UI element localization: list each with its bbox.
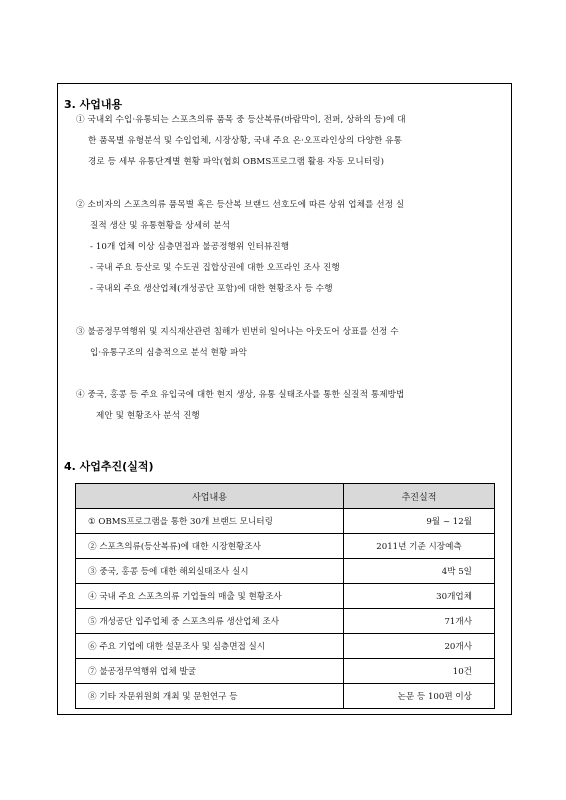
table-cell: ④ 국내 주요 스포츠의류 기업들의 매출 및 현황조사 xyxy=(76,584,344,609)
text-line: 질적 생산 및 유통현황을 상세히 분석 xyxy=(90,221,231,231)
section-3-item-3 xyxy=(76,322,399,364)
results-table xyxy=(75,483,495,709)
section-3-item-1 xyxy=(76,110,406,173)
text-line: 제안 및 현황조사 분석 진행 xyxy=(96,411,200,421)
table-cell: 30개업체 xyxy=(344,584,495,609)
table-cell: 71개사 xyxy=(344,609,495,634)
table-cell: 4박 5일 xyxy=(344,559,495,584)
table-cell: ⑤ 개성공단 입주업체 중 스포츠의류 생산업체 조사 xyxy=(76,609,344,634)
table-cell: 논문 등 100편 이상 xyxy=(344,684,495,709)
text-line: ④ 중국, 홍콩 등 주요 유입국에 대한 현지 생상, 유통 실태조사를 통한 실질적 통제방법 xyxy=(76,390,405,400)
text-line: - 10개 업체 이상 심층면접과 불공정행위 인터뷰진행 xyxy=(90,242,290,252)
section-3-heading: 3. 사업내용 xyxy=(64,98,123,111)
text-line: - 국내외 주요 생산업체(개성공단 포함)에 대한 현황조사 등 수행 xyxy=(90,284,333,294)
text-line: 한 품목별 유형분석 및 수입업체, 시장상황, 국내 주요 온·오프라인상의 다양한 유통 xyxy=(88,136,403,146)
section-4-heading: 4. 사업추진(실적) xyxy=(64,460,154,473)
table-cell: ③ 중국, 홍콩 등에 대한 해외실태조사 실시 xyxy=(76,559,344,584)
section-3-item-2 xyxy=(76,195,404,300)
table-cell: ⑦ 불공정무역행위 업체 발굴 xyxy=(76,659,344,684)
table-row xyxy=(76,684,495,709)
table-cell: 20개사 xyxy=(344,634,495,659)
table-cell: ② 스포츠의류(등산복류)에 대한 시장현황조사 xyxy=(76,534,344,559)
table-cell: 2011년 기준 시장예측 xyxy=(344,534,495,559)
table-row xyxy=(76,659,495,684)
text-line: ③ 불공정무역행위 및 지식재산관련 침해가 빈번히 일어나는 아웃도어 상표를 선정 수 xyxy=(76,327,399,337)
text-line: ② 소비자의 스포츠의류 품목별 혹은 등산복 브랜드 선호도에 따른 상위 업체를 선정 실 xyxy=(76,200,405,210)
text-line: ① 국내외 수입·유통되는 스포츠의류 품목 중 등산복류(바람막이, 전퍼, 상하의 등)에 대 xyxy=(76,115,406,125)
text-line: 경로 등 세부 유통단계별 현황 파악(협회 OBMS프로그램 활용 자동 모니터링) xyxy=(88,157,385,167)
table-row xyxy=(76,559,495,584)
table-row xyxy=(76,609,495,634)
table-cell: ⑧ 기타 자문위원회 개최 및 문헌연구 등 xyxy=(76,684,344,709)
text-line: - 국내 주요 등산로 및 수도권 집합상권에 대한 오프라인 조사 진행 xyxy=(90,263,340,273)
table-row xyxy=(76,509,495,534)
column-header: 추진실적 xyxy=(344,484,495,509)
table-cell: ⑥ 주요 기업에 대한 설문조사 및 심층면접 실시 xyxy=(76,634,344,659)
section-3-item-4 xyxy=(76,385,404,427)
table-cell: ① OBMS프로그램을 통한 30개 브랜드 모니터링 xyxy=(76,509,344,534)
table-row xyxy=(76,534,495,559)
table-cell: 9월 ~ 12월 xyxy=(344,509,495,534)
column-header: 사업내용 xyxy=(76,484,344,509)
table-row xyxy=(76,634,495,659)
text-line: 입·유통구조의 심층적으로 분석 현황 파악 xyxy=(90,348,247,358)
table-row xyxy=(76,584,495,609)
table-header-row xyxy=(76,484,495,509)
table-cell: 10건 xyxy=(344,659,495,684)
